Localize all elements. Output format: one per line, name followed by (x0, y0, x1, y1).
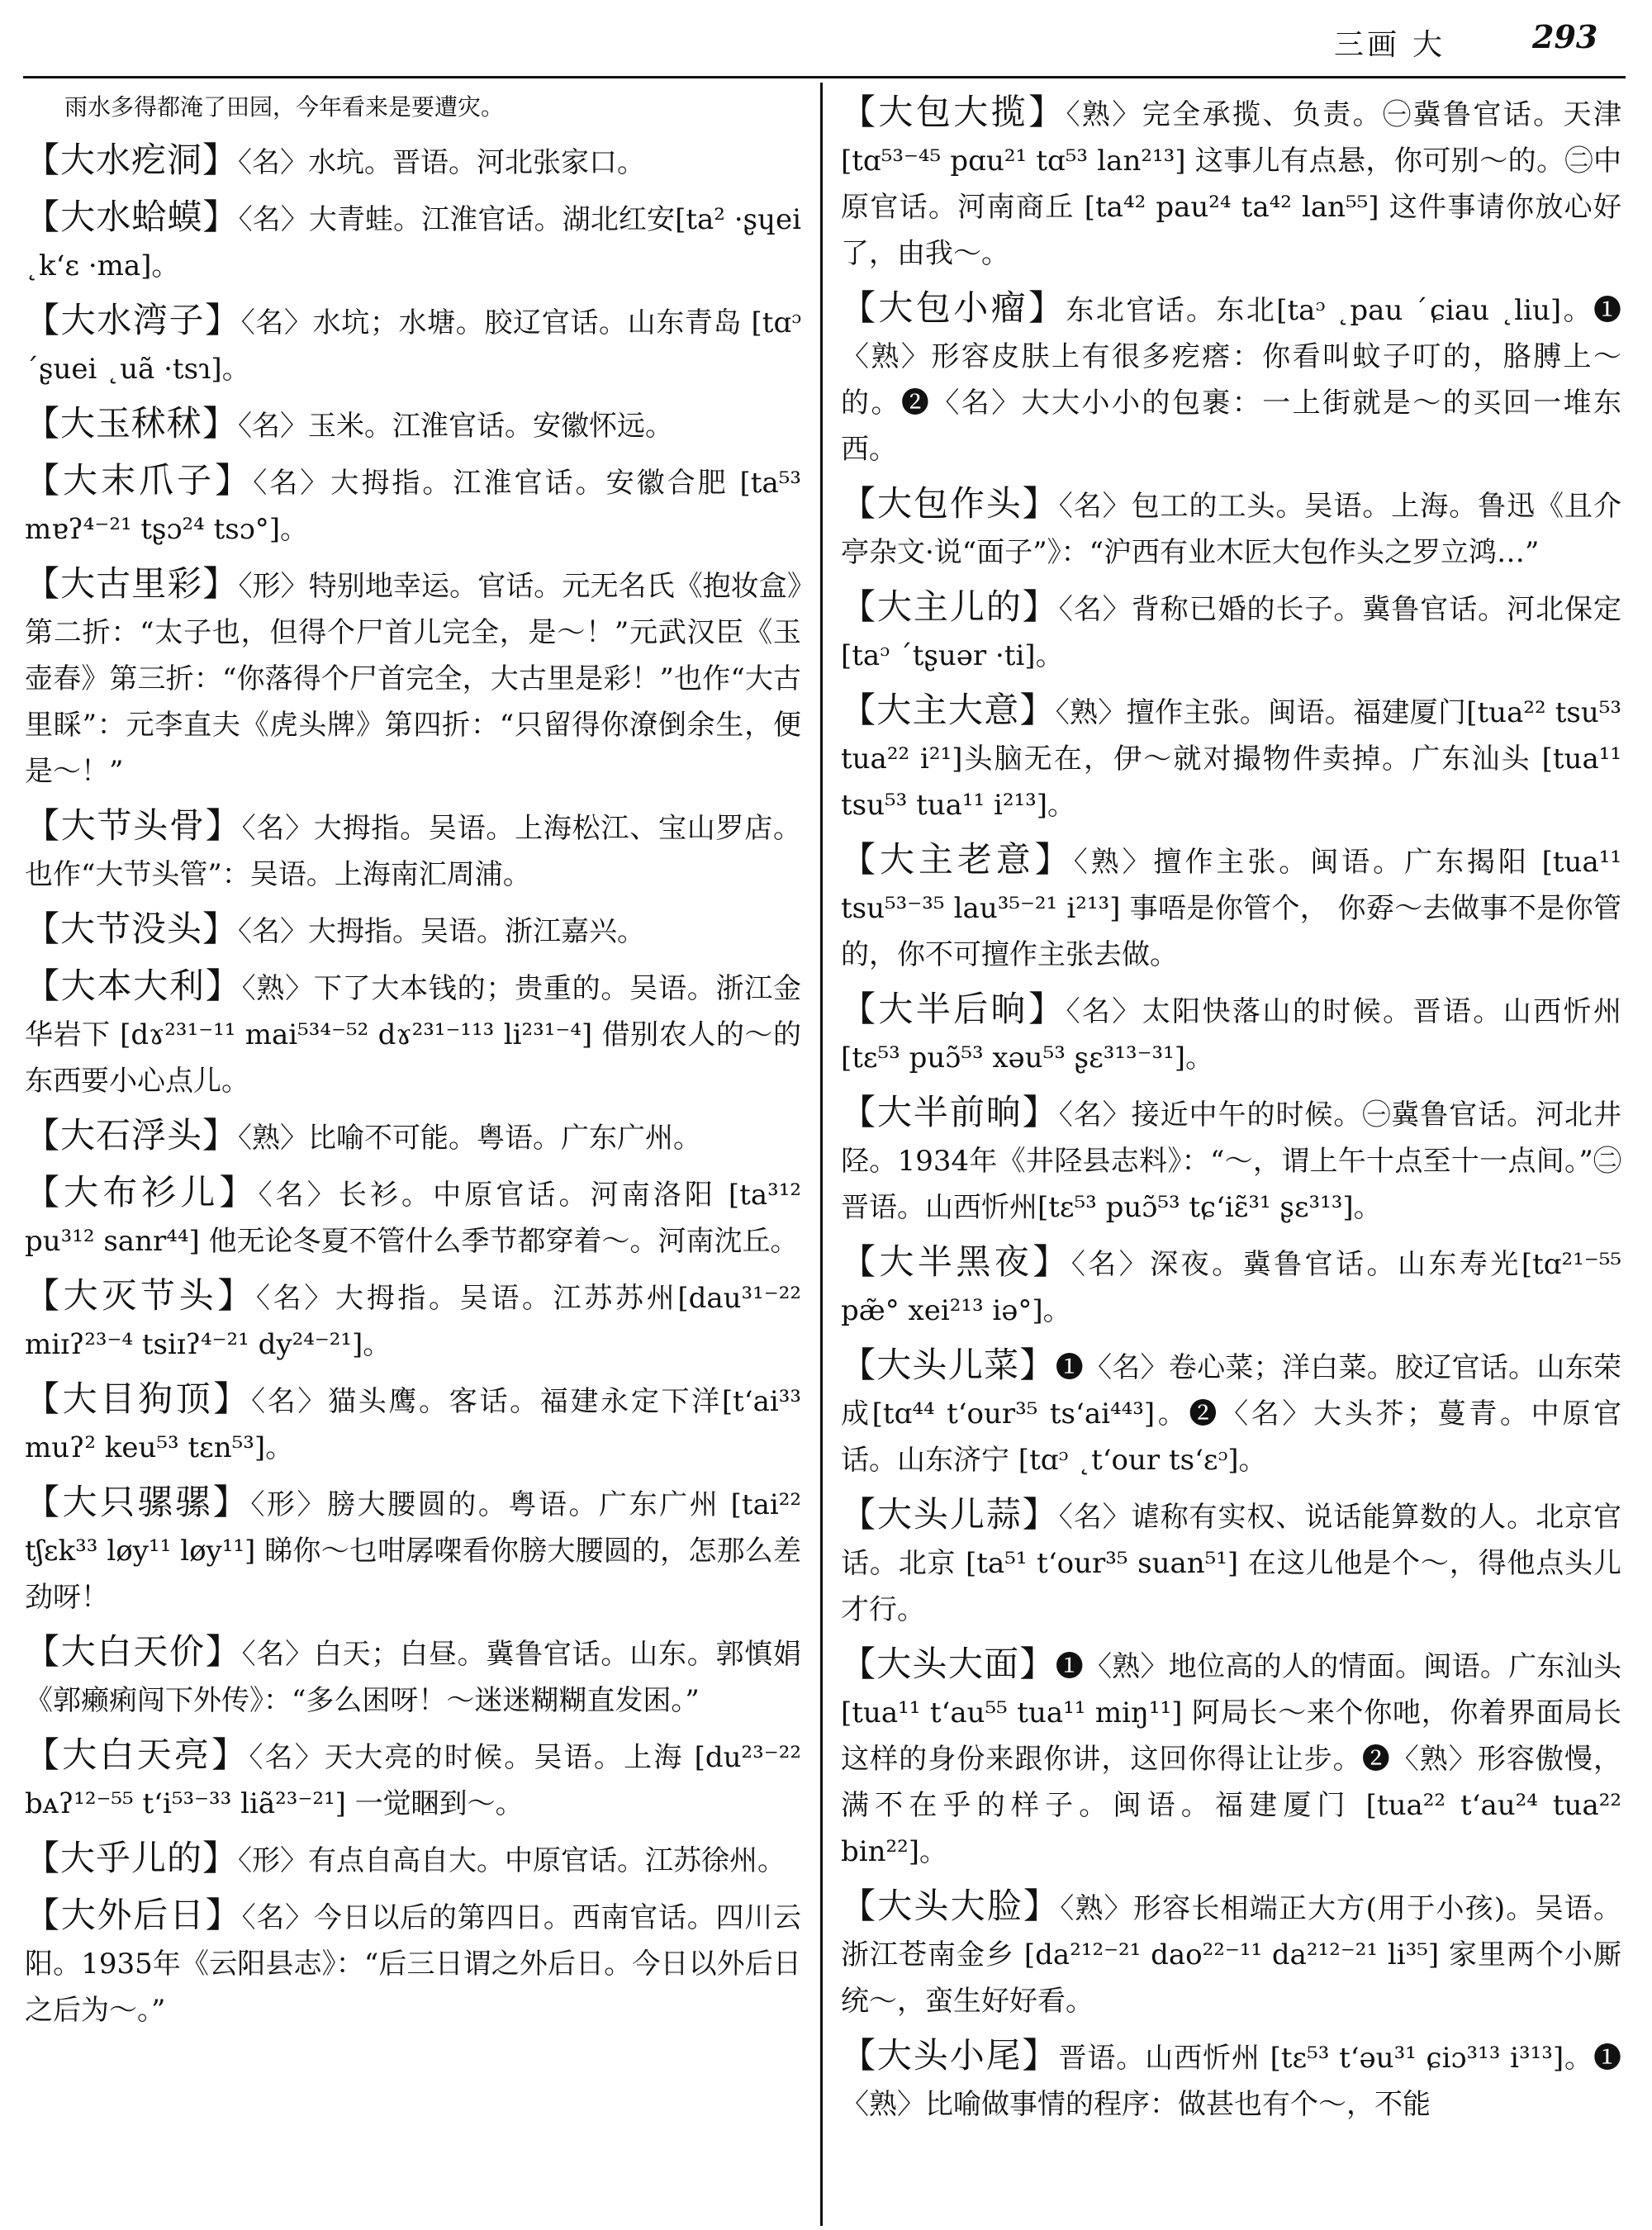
entry-text: 〈名〉水坑。晋语。河北张家口。 (238, 146, 646, 179)
entry-headword: 【大水湾子】 (25, 300, 241, 340)
entry-text: 〈熟〉比喻不可能。粤语。广东广州。 (238, 1122, 702, 1155)
right-column (841, 89, 1621, 2220)
entry-text: 〈名〉深夜。冀鲁官话。山东寿光[tɑ²¹⁻⁵⁵ pæ̃° xei²¹³ iə°]。 (841, 1248, 1621, 1327)
left-column (25, 89, 801, 2220)
entry-headword: 【大乎儿的】 (25, 1838, 239, 1878)
entry-headword: 【大目狗顶】 (25, 1378, 252, 1419)
entry-headword: 【大半黑夜】 (841, 1241, 1071, 1282)
entry-headword: 【大半后晌】 (841, 989, 1066, 1029)
page-number: 293 (1532, 18, 1598, 55)
dictionary-entry (841, 986, 1621, 1081)
dictionary-entry (841, 481, 1621, 576)
dictionary-entry (25, 401, 801, 449)
dictionary-entry (25, 1113, 801, 1161)
dictionary-entry (25, 1892, 801, 2033)
entry-text: 〈名〉猫头鹰。客话。福建永定下洋[tʻai³³ muʔ² keu⁵³ tɛn⁵³]。 (25, 1385, 801, 1464)
dictionary-entry (25, 803, 801, 898)
dictionary-entry (841, 837, 1621, 978)
entry-text: 〈名〉大拇指。吴语。上海松江、宝山罗店。也作“大节头管”：吴语。上海南汇周浦。 (25, 812, 801, 891)
dictionary-entry (25, 561, 801, 795)
entry-text: 〈名〉大拇指。江淮官话。安徽合肥 [ta⁵³ mɐʔ⁴⁻²¹ tʂɔ²⁴ tsɔ°]。 (25, 467, 801, 546)
entry-headword: 【大白天亮】 (25, 1734, 249, 1775)
entry-text: 〈名〉水坑；水塘。胶辽官话。山东青岛 [tɑᵓ ˊʂuei ˛uã ·tsɿ]。 (25, 306, 801, 386)
entry-text: 〈名〉太阳快落山的时候。晋语。山西忻州 [tɛ⁵³ puɔ̃⁵³ xəu⁵³ ʂɛ³¹³⁻³¹]。 (841, 995, 1621, 1075)
dictionary-entry (841, 1641, 1621, 1875)
entry-text: 〈名〉接近中午的时候。㊀冀鲁官话。河北井陉。1934年《井陉县志料》：“～，谓上午十点至十一点间。”㊁晋语。山西忻州[tɛ⁵³ puɔ̃⁵³ tɕʻiɛ̃³¹ ʂɛ³¹³]。 (841, 1098, 1621, 1224)
entry-headword: 【大白天价】 (25, 1631, 242, 1672)
dictionary-entry (25, 1835, 801, 1884)
dictionary-entry (25, 1273, 801, 1368)
dictionary-entry (841, 1883, 1621, 2024)
dictionary-entry (841, 584, 1621, 679)
entry-headword: 【大包作头】 (841, 483, 1059, 524)
entry-text: 〈名〉长衫。中原官话。河南洛阳 [ta³¹² pu³¹² sanr⁴⁴] 他无论冬夏不管什么季节都穿着～。河南沈丘。 (25, 1179, 801, 1258)
entry-headword: 【大灭节头】 (25, 1275, 256, 1316)
dictionary-entry (25, 1629, 801, 1724)
dictionary-entry (25, 194, 801, 289)
entry-text: ❶〈名〉卷心菜；洋白菜。胶辽官话。山东荣成[tɑ⁴⁴ tʻour³⁵ tsʻai⁴⁴³]。❷〈名〉大头芥；蔓青。中原官话。山东济宁 [tɑᵓ ˛tʻour tsʻɛᵓ]。 (841, 1351, 1621, 1477)
entry-text: 〈熟〉擅作主张。闽语。广东揭阳 [tua¹¹ tsu⁵³⁻³⁵ lau³⁵⁻²¹ i²¹³] 事唔是你管个， 你孬～去做事不是你管的，你不可擅作主张去做。 (841, 846, 1621, 971)
entry-text: 〈名〉大拇指。吴语。江苏苏州[dau³¹⁻²² miɪʔ²³⁻⁴ tsiɪʔ⁴⁻²¹ dy²⁴⁻²¹]。 (25, 1282, 801, 1361)
dictionary-entry (25, 1479, 801, 1620)
entry-headword: 【大主大意】 (841, 690, 1056, 730)
entry-text: 〈名〉大拇指。吴语。浙江嘉兴。 (238, 915, 646, 948)
dictionary-entry (25, 1170, 801, 1264)
entry-text: 〈形〉膀大腰圆的。粤语。广东广州 [tai²² tʃɛk³³ løy¹¹ løy¹¹] 睇你～乜咁孱㗎看你膀大腰圆的，怎那么差劲呀！ (25, 1488, 801, 1614)
entry-text: 〈名〉玉米。江淮官话。安徽怀远。 (238, 410, 674, 443)
entry-headword: 【大头大脸】 (841, 1886, 1061, 1926)
entry-headword: 【大节头骨】 (25, 805, 242, 846)
entry-headword: 【大只骡骡】 (25, 1482, 251, 1522)
entry-headword: 【大水疙洞】 (25, 140, 239, 180)
dictionary-entry (25, 297, 801, 392)
entry-headword: 【大头大面】 (841, 1644, 1056, 1684)
entry-text: 〈熟〉下了大本钱的；贵重的。吴语。浙江金华岩下 [dɤ²³¹⁻¹¹ mai⁵³⁴⁻⁵² dɤ²³¹⁻¹¹³ li²³¹⁻⁴] 借别农人的～的东西要小心点儿。 (25, 972, 801, 1098)
continued-entry: 雨水多得都淹了田园，今年看来是要遭灾。 (64, 93, 505, 121)
header-rule (23, 76, 1626, 78)
entry-headword: 【大头儿蒜】 (841, 1494, 1059, 1535)
entry-text: 〈熟〉完全承揽、负责。㊀冀鲁官话。天津 [tɑ⁵³⁻⁴⁵ pɑu²¹ tɑ⁵³ lan²¹³] 这事儿有点悬，你可别～的。㊁中原官话。河南商丘 [ta⁴² pau²⁴ ta⁴² lan⁵⁵] 这件事请你放心好了，由我～。 (841, 98, 1621, 270)
entry-headword: 【大包小瘤】 (841, 287, 1066, 328)
entry-text: 〈形〉特别地幸运。官话。元无名氏《抱妆盒》第二折：“太子也，但得个尸首儿完全，是～！”元武汉臣《玉壶春》第三折：“你落得个尸首完全，大古里是彩！”也作“大古里睬”：元李直夫《虎头牌》第四折：“只留得你潦倒余生，便是～！” (25, 570, 801, 788)
entry-text: 〈名〉天大亮的时候。吴语。上海 [du²³⁻²² bᴀʔ¹²⁻⁵⁵ tʻi⁵³⁻³³ liã²³⁻²¹] 一觉睏到～。 (25, 1741, 801, 1820)
dictionary-entry (841, 1239, 1621, 1334)
entry-headword: 【大包大揽】 (841, 92, 1066, 132)
entry-headword: 【大末爪子】 (25, 460, 254, 501)
entry-headword: 【大头儿菜】 (841, 1345, 1056, 1385)
column-divider (820, 83, 823, 2226)
entry-headword: 【大布衫儿】 (25, 1172, 259, 1212)
dictionary-entry (841, 2033, 1621, 2128)
dictionary-entry (841, 1492, 1621, 1633)
entry-text: 〈名〉今日以后的第四日。西南官话。四川云阳。1935年《云阳县志》：“后三日谓之外后日。今日以外后日之后为～。” (25, 1901, 801, 2027)
entry-headword: 【大水蛤蟆】 (25, 197, 239, 237)
entry-headword: 【大石浮头】 (25, 1115, 239, 1155)
dictionary-entry (25, 137, 801, 186)
entry-text: 〈名〉大青蛙。江淮官话。湖北红安[ta² ·ʂɥei ˛kʻɛ ·ma]。 (25, 203, 801, 282)
entry-text: 〈名〉包工的工头。吴语。上海。鲁迅《且介亭杂文·说“面子”》：“沪西有业木匠大包作头之罗立鸿…” (841, 490, 1621, 569)
dictionary-entry (841, 89, 1621, 277)
entry-headword: 【大主老意】 (841, 839, 1074, 880)
entry-text: 〈名〉背称已婚的长子。冀鲁官话。河北保定 [taᵓ ˊtʂuər ·ti]。 (841, 593, 1621, 672)
page-header (0, 15, 1652, 73)
entry-headword: 【大主儿的】 (841, 586, 1059, 627)
entry-headword: 【大外后日】 (25, 1895, 242, 1935)
entry-headword: 【大头小尾】 (841, 2035, 1059, 2076)
entry-headword: 【大本大利】 (25, 966, 242, 1006)
dictionary-entry (841, 687, 1621, 828)
entry-text: 〈名〉白天；白昼。冀鲁官话。山东。郭慎娟《郭癞痢闯下外传》：“多么困呀！～迷迷糊糊直发困。” (25, 1638, 801, 1717)
entry-text: 〈熟〉形容长相端正大方(用于小孩)。吴语。浙江苍南金乡 [da²¹²⁻²¹ dao²²⁻¹¹ da²¹²⁻²¹ li³⁵] 家里两个小厮统～，蛮生好好看。 (841, 1892, 1621, 2018)
radical-label: 大 (1412, 28, 1443, 62)
dictionary-entry (841, 1342, 1621, 1483)
entry-headword: 【大节没头】 (25, 909, 239, 949)
entry-text: 〈熟〉擅作主张。闽语。福建厦门[tua²² tsu⁵³ tua²² i²¹]头脑无在，伊～就对撮物件卖掉。广东汕头 [tua¹¹ tsu⁵³ tua¹¹ i²¹³]。 (841, 696, 1621, 822)
entry-text: 晋语。山西忻州 [tɛ⁵³ tʻəu³¹ ɕiɔ³¹³ i³¹³]。❶〈熟〉比喻做事情的程序：做甚也有个～，不能 (841, 2042, 1621, 2121)
entry-text: 东北官话。东北[taᵓ ˛pau ˊɕiau ˛liu]。❶〈熟〉形容皮肤上有很多疙瘩：你看叫蚊子叮的，胳膊上～的。❷〈名〉大大小小的包裹：一上街就是～的买回一堆东西。 (841, 294, 1621, 466)
entry-text: 〈形〉有点自高自大。中原官话。江苏徐州。 (238, 1844, 786, 1877)
dictionary-entry (25, 458, 801, 553)
dictionary-entry (841, 285, 1621, 472)
entry-headword: 【大古里彩】 (25, 563, 239, 604)
dictionary-entry (25, 963, 801, 1104)
entry-headword: 【大半前晌】 (841, 1092, 1059, 1132)
section-label: 三画 (1334, 28, 1401, 62)
dictionary-entry (841, 1089, 1621, 1231)
entry-headword: 【大玉秫秫】 (25, 403, 239, 444)
entry-text: ❶〈熟〉地位高的人的情面。闽语。广东汕头 [tua¹¹ tʻau⁵⁵ tua¹¹ miŋ¹¹] 阿局长～来个你吔，你着界面局长这样的身份来跟你讲，这回你得让让步。❷〈熟〉形容傲慢，满不在乎的样子。闽语。福建厦门 [tua²² tʻau²⁴ tua²² bin²²]。 (841, 1650, 1621, 1868)
dictionary-entry (25, 1376, 801, 1471)
entry-text: 〈名〉谑称有实权、说话能算数的人。北京官话。北京 [ta⁵¹ tʻour³⁵ suan⁵¹] 在这儿他是个～，得他点头儿才行。 (841, 1501, 1621, 1626)
dictionary-entry (25, 1732, 801, 1827)
dictionary-entry (25, 906, 801, 955)
